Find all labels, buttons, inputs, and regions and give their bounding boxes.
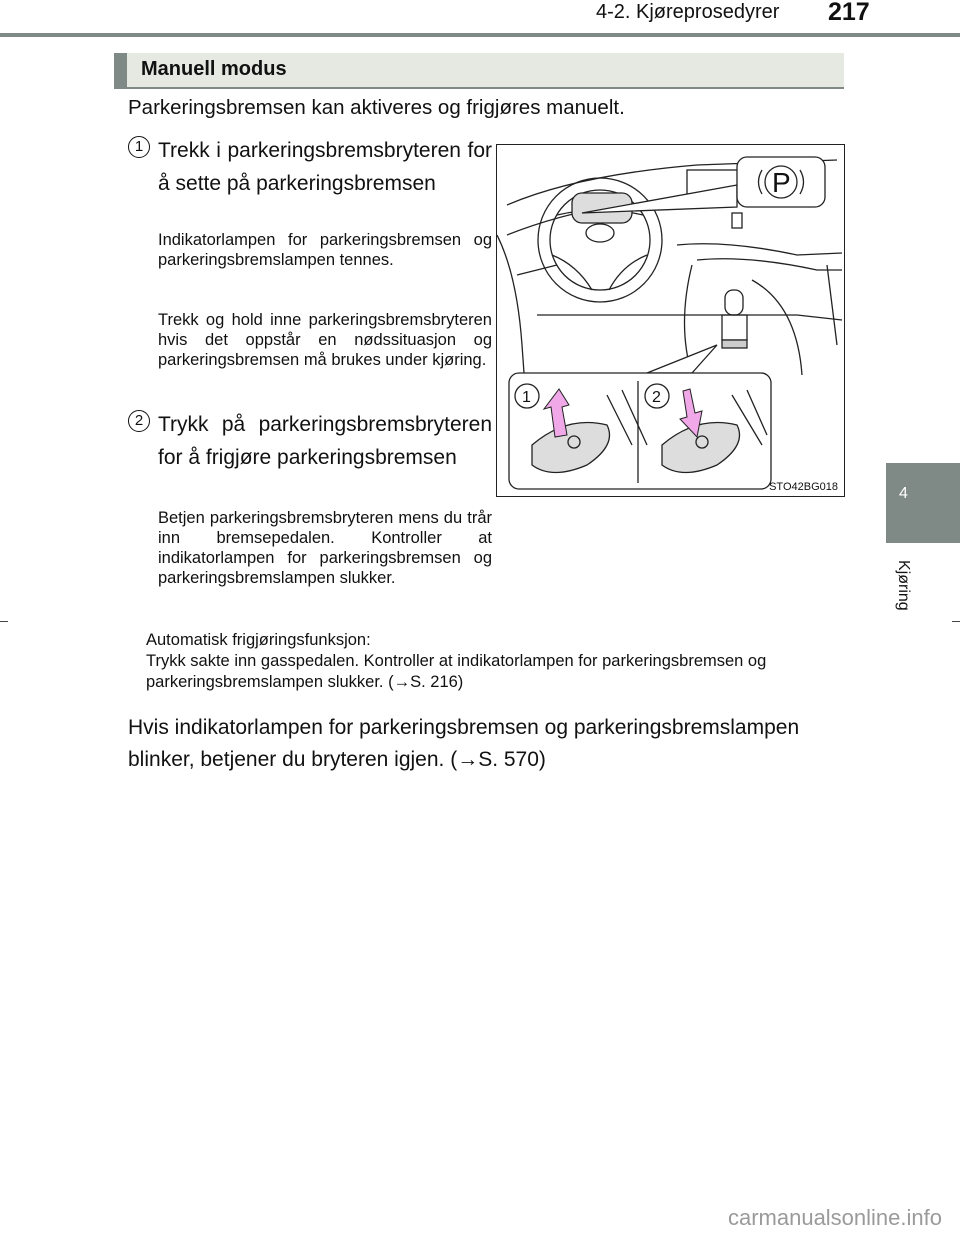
section-title: Manuell modus bbox=[141, 58, 287, 80]
intro-text: Parkeringsbremsen kan aktiveres og frigjøres manuelt. bbox=[128, 96, 625, 119]
section-accent bbox=[114, 53, 127, 89]
chapter-tab[interactable] bbox=[886, 463, 960, 543]
page-number: 217 bbox=[828, 0, 870, 26]
final-paragraph: Hvis indikatorlampen for parkeringsbremsen og parkeringsbremslampen blinker, betjener du bryteren igjen. (→S. 570) bbox=[128, 716, 800, 771]
dashboard-illustration-icon bbox=[497, 145, 844, 496]
step-number-circle: 2 bbox=[128, 410, 150, 432]
crop-mark-left bbox=[0, 621, 8, 622]
chapter-title: 4-2. Kjøreprosedyrer bbox=[596, 1, 780, 23]
crop-mark-right bbox=[952, 621, 960, 622]
parking-brake-illustration bbox=[496, 144, 845, 497]
auto-release-note bbox=[146, 630, 846, 693]
section-header bbox=[114, 53, 844, 89]
chapter-number: 4 bbox=[899, 485, 908, 502]
auto-release-text: Trykk sakte inn gasspedalen. Kontroller at indikatorlampen for parkeringsbremsen og parkeringsbremslampen slukker. (→S. 216) bbox=[146, 652, 767, 691]
svg-text:P: P bbox=[772, 167, 791, 198]
step-title: Trykk på parkeringsbremsbryteren for å frigjøre parkeringsbremsen bbox=[158, 413, 492, 469]
auto-release-label: Automatisk frigjøringsfunksjon: bbox=[146, 631, 371, 649]
chapter-label: Kjøring bbox=[895, 560, 912, 611]
figure-code: STO42BG018 bbox=[769, 481, 838, 493]
header-rule bbox=[0, 33, 960, 37]
step-title: Trekk i parkeringsbremsbryteren for å sette på parkeringsbremsen bbox=[158, 139, 492, 195]
step-note: Betjen parkeringsbremsbryteren mens du trår inn bremsepedalen. Kontroller at indikatorlampen for parkeringsbremsen og parkeringsbremslampen slukker. bbox=[158, 509, 492, 587]
step-note: Indikatorlampen for parkeringsbremsen og parkeringsbremslampen tennes. bbox=[158, 231, 492, 269]
svg-text:2: 2 bbox=[652, 389, 661, 406]
watermark: carmanualsonline.info bbox=[727, 1205, 942, 1230]
step-number-circle: 1 bbox=[128, 136, 150, 158]
svg-text:1: 1 bbox=[522, 389, 531, 406]
step-note: Trekk og hold inne parkeringsbremsbryteren hvis det oppstår en nødssituasjon og parkeringsbremsen må brukes under kjøring. bbox=[158, 311, 492, 369]
